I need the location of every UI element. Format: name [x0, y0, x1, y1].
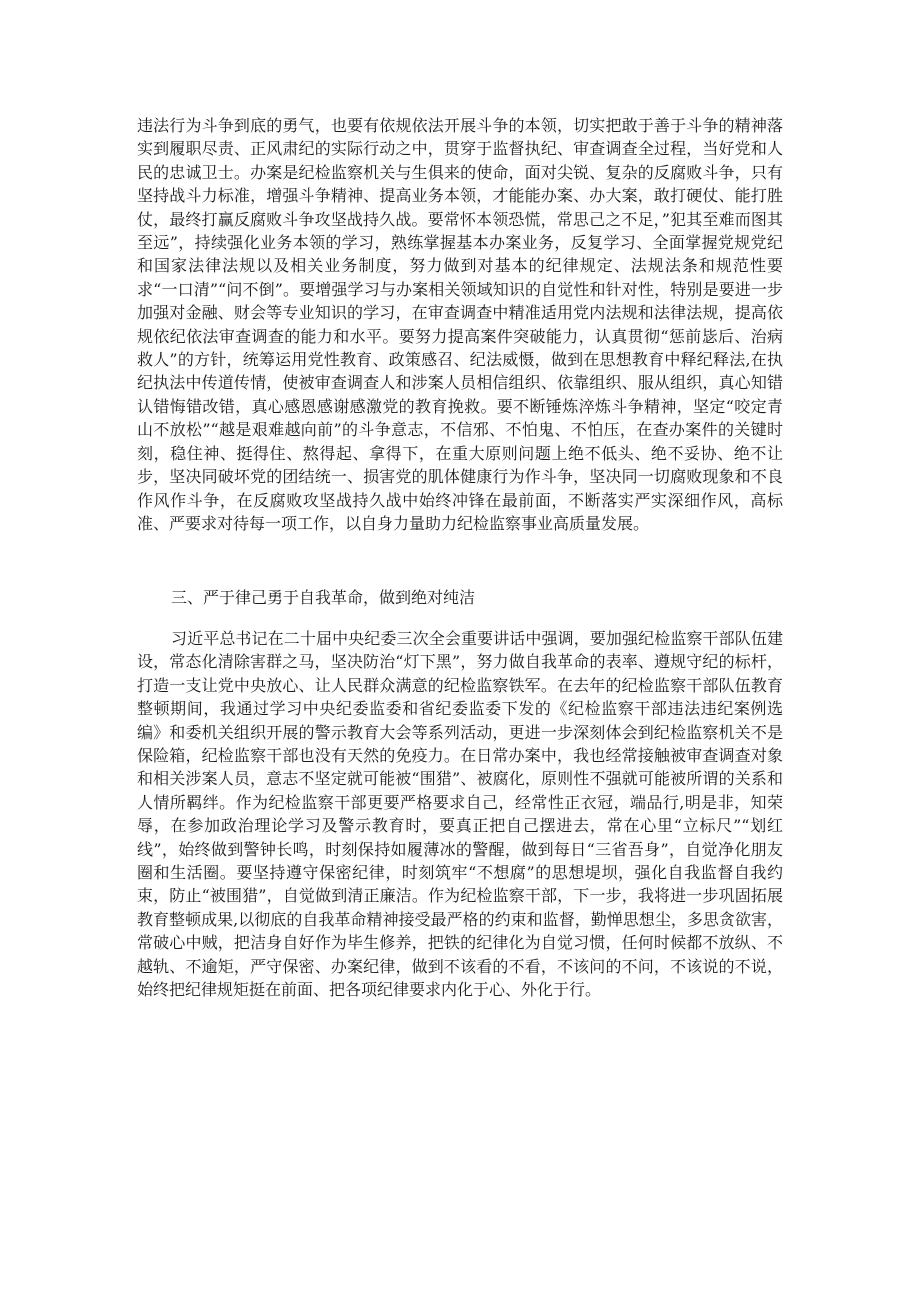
section-heading: 三、严于律己勇于自我革命，做到绝对纯洁: [171, 588, 476, 607]
body-paragraph-2: 习近平总书记在二十届中央纪委三次全会重要讲话中强调，要加强纪检监察干部队伍建设，常态化清除害群之马，坚决防治“灯下黑”，努力做自我革命的表率、遵规守纪的标杆，打造一支让党中央放心、让人民群众满意的纪检监察铁军。在去年的纪检监察干部队伍教育整顿期间，我通过学习中央纪委监委和省纪委监委下发的《纪检监察干部违法违纪案例选编》和委机关组织开展的警示教育大会等系列活动，更进一步深刻体会到纪检监察机关不是保险箱，纪检监察干部也没有天然的免疫力。在日常办案中，我也经常接触被审查调查对象和相关涉案人员，意志不坚定就可能被“围猎”、被腐化，原则性不强就可能被所谓的关系和人情所羁绊。作为纪检监察干部更要严格要求自己，经常性正衣冠，端品行,明是非，知荣辱，在参加政治理论学习及警示教育时，要真正把自己摆进去，常在心里“立标尺”“划红线”，始终做到警钟长鸣，时刻保持如履薄冰的警醒，做到每日“三省吾身”，自觉净化朋友圈和生活圈。要坚持遵守保密纪律，时刻筑牢“不想腐”的思想堤坝，强化自我监督自我约束，防止“被围猎”，自觉做到清正廉洁。作为纪检监察干部，下一步，我将进一步巩固拓展教育整顿成果,以彻底的自我革命精神接受最严格的约束和监督，勤惮思想尘，多思贪欲害，常破心中贼，把洁身自好作为毕生修养，把铁的纪律化为自觉习惯，任何时候都不放纵、不越轨、不逾矩，严守保密、办案纪律，做到不该看的不看，不该问的不问，不该说的不说，始终把纪律规矩挺在前面、把各项纪律要求内化于心、外化于行。: [137, 629, 783, 1000]
body-paragraph-1: 违法行为斗争到底的勇气，也要有依规依法开展斗争的本领，切实把敢于善于斗争的精神落实到履职尽责、正风肃纪的实际行动之中，贯穿于监督执纪、审查调查全过程，当好党和人民的忠诚卫士。办案是纪检监察机关与生俱来的使命，面对尖锐、复杂的反腐败斗争，只有坚持战斗力标准，增强斗争精神、提高业务本领，才能能办案、办大案，敢打硬仗、能打胜仗，最终打赢反腐败斗争攻坚战持久战。要常怀本领恐慌，常思己之不足，”犯其至难而图其至远”，持续强化业务本领的学习，熟练掌握基本办案业务，反复学习、全面掌握党规党纪和国家法律法规以及相关业务制度，努力做到对基本的纪律规定、法规法条和规范性要求“一口清”“问不倒”。要增强学习与办案相关领域知识的自觉性和针对性，特别是要进一步加强对金融、财会等专业知识的学习，在审查调查中精准适用党内法规和法律法规，提高依规依纪依法审查调查的能力和水平。要努力提高案件突破能力，认真贯彻“惩前毖后、治病救人”的方针，统筹运用党性教育、政策感召、纪法威慑，做到在思想教育中释纪释法,在执纪执法中传道传情，使被审查调查人和涉案人员相信组织、依靠组织、服从组织，真心知错认错悔错改错，真心感恩感谢感激党的教育挽救。要不断锤炼淬炼斗争精神，坚定“咬定青山不放松”“越是艰难越向前”的斗争意志，不信邪、不怕鬼、不怕压，在查办案件的关键时刻，稳住神、挺得住、熬得起、拿得下，在重大原则问题上绝不低头、绝不妥协、绝不让步，坚决同破坏党的团结统一、损害党的肌体健康行为作斗争，坚决同一切腐败现象和不良作风作斗争，在反腐败攻坚战持久战中始终冲锋在最前面，不断落实严实深细作风，高标准、严要求对待每一项工作，以自身力量助力纪检监察事业高质量发展。: [137, 116, 783, 533]
